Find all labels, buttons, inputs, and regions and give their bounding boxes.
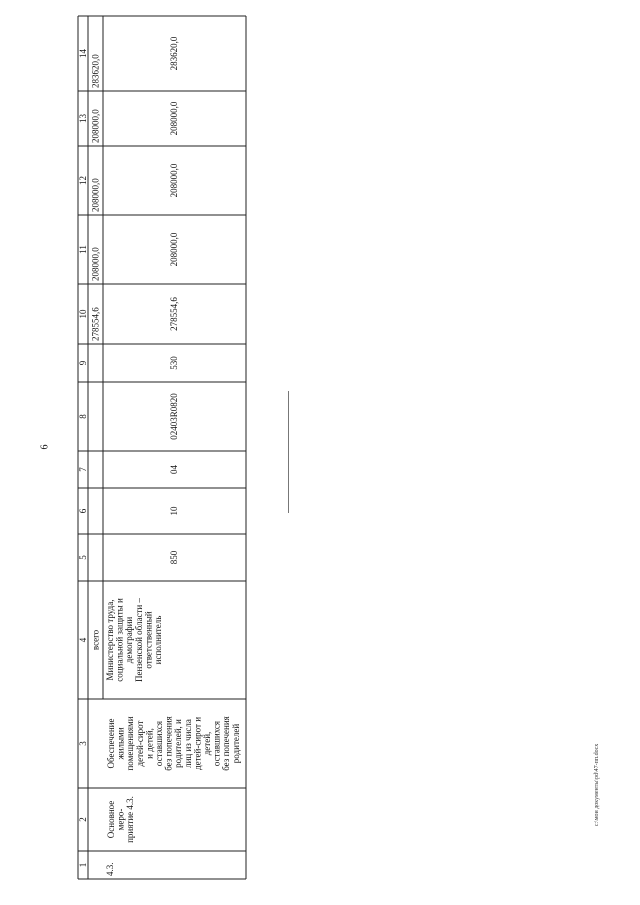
responsible-executor-line: социальной защиты и (114, 598, 125, 682)
total-value-col12: 208000,0 (90, 178, 101, 212)
responsible-executor-line: Пензенской области – (133, 598, 144, 682)
column-number: 14 (78, 49, 88, 58)
funding-value-col11: 208000,0 (169, 232, 179, 267)
event-description-line: детей-сирот (134, 720, 145, 767)
funding-value-col13: 208000,0 (169, 101, 179, 136)
funding-value-col10: 278554,6 (169, 297, 179, 331)
responsible-executor-line: ответственный (143, 611, 154, 669)
responsible-executor-line: демографии (124, 616, 135, 664)
event-description-line: помещениями (125, 716, 136, 771)
total-value-col13: 208000,0 (90, 109, 101, 143)
funding-value-col12: 208000,0 (169, 163, 179, 198)
column-number: 3 (78, 741, 88, 746)
event-description-line: лиц из числа (182, 719, 193, 768)
event-description-line: оставшихся (154, 720, 164, 767)
row-number: 4.3. (105, 862, 115, 876)
column-number: 2 (78, 817, 88, 822)
total-value-col10: 278554,6 (90, 307, 101, 341)
total-label: всего (90, 629, 101, 651)
column-number: 5 (78, 555, 88, 560)
event-type-line: приятие 4.3. (125, 796, 136, 843)
budget-code-col6: 10 (169, 506, 179, 516)
column-number: 1 (78, 862, 88, 868)
budget-code-col7: 04 (169, 465, 179, 474)
table-cells (78, 36, 241, 876)
event-description-line: детей-сирот и (192, 716, 203, 771)
budget-code-col5: 850 (169, 550, 179, 565)
event-description-line: без попечения (163, 716, 174, 771)
funding-value-col14: 283620,0 (169, 36, 179, 71)
column-number: 11 (78, 245, 88, 254)
responsible-executor-line: исполнитель (153, 615, 163, 665)
event-description-line: жилыми (115, 727, 126, 760)
column-number: 9 (78, 360, 88, 366)
column-number: 13 (78, 114, 88, 123)
column-number: 10 (78, 309, 88, 319)
budget-code-col8: 02403R0820 (169, 393, 179, 440)
separator-line (288, 391, 289, 513)
event-description-line: родителей (230, 723, 241, 764)
event-description-line: оставшихся (211, 720, 222, 767)
event-description-line: родителей, и (173, 719, 184, 768)
event-description-line: без попечения (221, 716, 232, 771)
column-number: 7 (78, 467, 88, 472)
budget-code-col9: 530 (169, 356, 179, 370)
footer-file-path: c:\мои документы\pd\47-пп.docx (594, 743, 600, 827)
responsible-executor-line: Министерство труда, (105, 599, 115, 681)
total-value-col11: 208000,0 (90, 247, 101, 281)
event-type-line: меро- (115, 808, 126, 831)
column-number: 12 (78, 176, 88, 185)
column-number: 8 (78, 414, 88, 419)
column-number: 6 (78, 508, 88, 514)
total-value-col14: 283620,0 (90, 54, 101, 88)
event-description-line: Обеспечение (106, 718, 116, 769)
event-type-line: Основное (106, 800, 116, 839)
page-number: 6 (39, 444, 51, 450)
event-description-line: детей, (202, 731, 212, 756)
event-description-line: и детей, (144, 728, 155, 759)
column-number: 4 (78, 637, 88, 643)
